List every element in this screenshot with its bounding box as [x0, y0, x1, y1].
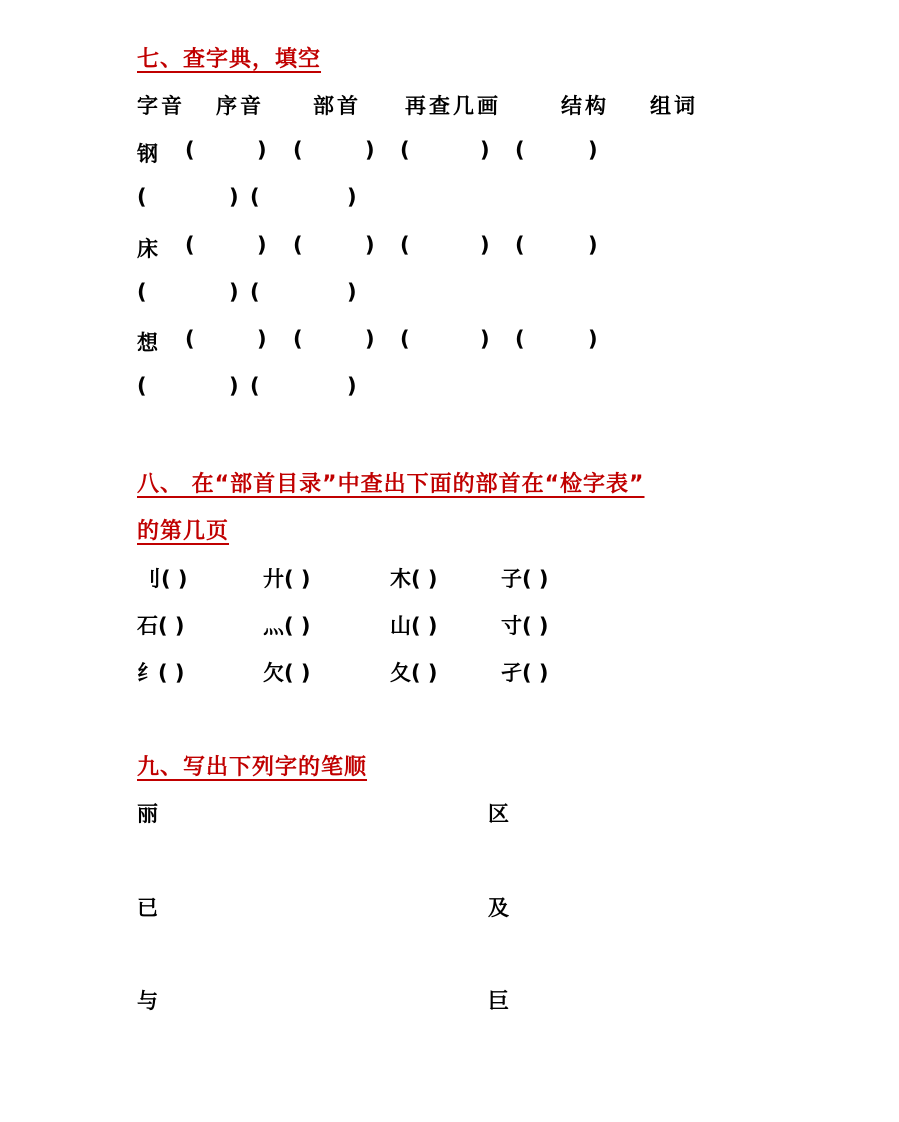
- radical-item[interactable]: 木( ): [390, 567, 438, 591]
- header-jiegou: 结构: [561, 94, 609, 118]
- stroke-char-li: 丽: [137, 802, 158, 826]
- radical-item[interactable]: 欠( ): [263, 661, 311, 685]
- section8-title-line2: 的第几页: [137, 519, 230, 544]
- header-zuci: 组词: [650, 94, 698, 118]
- radical-item[interactable]: 孑( ): [501, 661, 549, 685]
- char-chuang: 床: [137, 237, 158, 261]
- stroke-char-qu: 区: [488, 802, 509, 826]
- char-xiang: 想: [137, 331, 158, 355]
- radical-item[interactable]: 刂( ): [140, 567, 188, 591]
- stroke-char-yu: 与: [137, 989, 158, 1013]
- stroke-char-ji: 及: [488, 896, 509, 920]
- radical-item[interactable]: 石( ): [137, 614, 185, 638]
- radical-item[interactable]: 灬( ): [263, 614, 311, 638]
- section8-title-line1: 八、 在“部首目录”中查出下面的部首在“检字表”: [137, 472, 645, 497]
- header-xuyin: 序音: [216, 94, 264, 118]
- radical-item[interactable]: 纟( ): [137, 661, 185, 685]
- radical-item[interactable]: 夂( ): [390, 661, 438, 685]
- header-zaichajihua: 再查几画: [405, 94, 501, 118]
- worksheet-page: 七、查字典，填空 字音 序音 部首 再查几画 结构 组词 钢 ( ) ( ) ( ) ( ) ( ) ( ) 床 ( ) ( ) ( ) ( ) ( ) ( ) 想 ( ) ( ) ( ) ( ) ( ) ( ) 八、 在“部首目录”中查出下面的部首在“检字表” 的第几页 刂( ) 廾( ) 木( ) 子( ) 石( ) 灬( ) 山( ) 寸( ) 纟( ) 欠( ) 夂( ) 孑( ) 九、写出下列字的笔顺 丽 区 已 及 与 巨: [0, 0, 899, 1122]
- section9-title: 九、写出下列字的笔顺: [137, 755, 368, 780]
- radical-item[interactable]: 子( ): [501, 567, 549, 591]
- radical-item[interactable]: 寸( ): [501, 614, 549, 638]
- header-ziyin: 字音: [137, 94, 185, 118]
- char-gang: 钢: [137, 142, 158, 166]
- stroke-char-yi: 已: [137, 896, 158, 920]
- radical-item[interactable]: 山( ): [390, 614, 438, 638]
- header-bushou: 部首: [313, 94, 361, 118]
- radical-item[interactable]: 廾( ): [263, 567, 311, 591]
- stroke-char-ju: 巨: [488, 989, 509, 1013]
- section7-title: 七、查字典，填空: [137, 47, 322, 72]
